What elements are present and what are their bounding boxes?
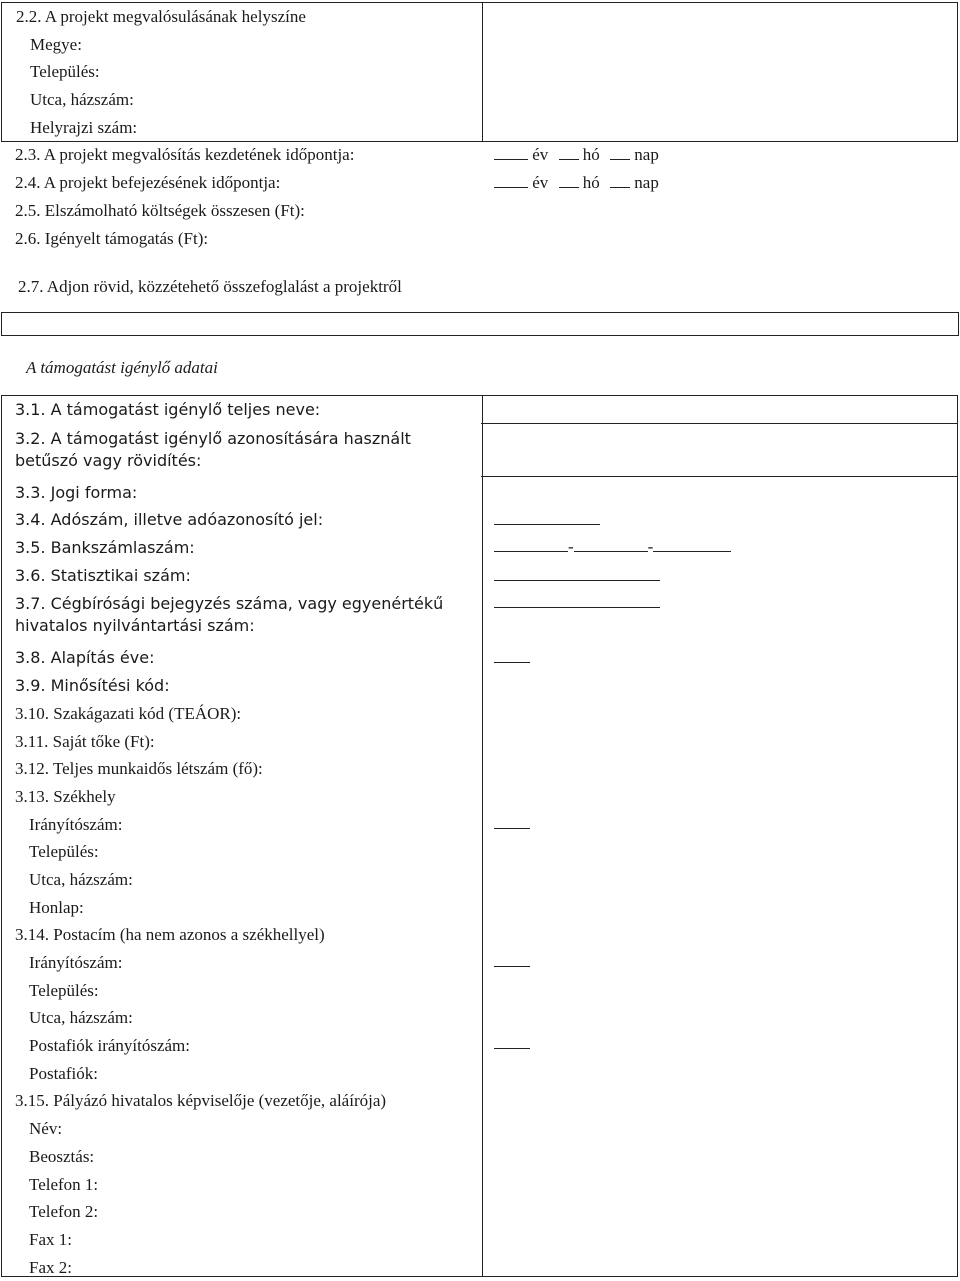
seat-website-label: Honlap: <box>29 897 84 917</box>
eligible-costs-label: 2.5. Elszámolható költségek összesen (Ft): <box>15 201 305 220</box>
postal-heading: 3.14. Postacím (ha nem azonos a székhellyel) <box>15 925 325 945</box>
staff-count-label: 3.12. Teljes munkaidős létszám (fő): <box>15 759 263 779</box>
postal-zip-label: Irányítószám: <box>29 953 123 972</box>
sector-code-label: 3.10. Szakágazati kód (TEÁOR): <box>15 703 242 723</box>
rep-phone2-label: Telefon 2: <box>29 1202 99 1222</box>
rep-position-label: Beosztás: <box>29 1146 95 1166</box>
tax-id-label: 3.4. Adószám, illetve adóazonosító jel: <box>15 510 324 530</box>
bank-part1-blank[interactable] <box>494 535 568 552</box>
abbreviation-label: 3.2. A támogatást igénylő azonosítására használt betűszó vagy rövidítés: <box>15 428 411 470</box>
project-location-labels <box>2 3 483 142</box>
start-date-fields[interactable] <box>494 141 659 169</box>
end-year-blank[interactable] <box>494 171 528 188</box>
rep-phone1-label: Telefon 1: <box>29 1174 99 1194</box>
project-location-value-box[interactable] <box>481 2 958 142</box>
month-text: hó <box>582 145 600 164</box>
bank-separator-1: - <box>568 537 574 556</box>
rep-fax2-label: Fax 2: <box>29 1257 72 1277</box>
pobox-zip-label: Postafiók irányítószám: <box>29 1036 191 1056</box>
end-date-label: 2.4. A projekt befejezésének időpontja: <box>15 173 281 192</box>
abbreviation-value[interactable] <box>482 423 956 475</box>
registry-number-blank[interactable] <box>494 591 660 608</box>
postal-street-label: Utca, házszám: <box>29 1008 133 1028</box>
start-day-blank[interactable] <box>610 143 630 160</box>
representative-heading: 3.15. Pályázó hivatalos képviselője (vezetője, aláírója) <box>15 1091 387 1111</box>
bank-part3-blank[interactable] <box>653 535 731 552</box>
year-text: év <box>532 173 549 192</box>
month-text: hó <box>582 173 600 192</box>
summary-input-box[interactable] <box>1 312 959 336</box>
county-label: Megye: <box>30 34 82 54</box>
summary-label: 2.7. Adjon rövid, közzétehető összefoglalást a projektről <box>18 277 402 296</box>
rep-name-label: Név: <box>29 1119 63 1139</box>
day-text: nap <box>634 173 659 192</box>
bank-account-fields[interactable] <box>494 535 731 557</box>
seat-zip-label: Irányítószám: <box>29 814 123 834</box>
seat-street-label: Utca, házszám: <box>29 869 133 889</box>
end-month-blank[interactable] <box>559 171 579 188</box>
project-location-table <box>1 2 483 142</box>
requested-grant-label: 2.6. Igényelt támogatás (Ft): <box>15 229 209 248</box>
seat-heading: 3.13. Székhely <box>15 786 116 806</box>
day-text: nap <box>634 145 659 164</box>
year-text: év <box>532 145 549 164</box>
applicant-value-column <box>481 395 958 1277</box>
start-month-blank[interactable] <box>559 143 579 160</box>
registry-number-label: 3.7. Cégbírósági bejegyzés száma, vagy egyenértékű hivatalos nyilvántartási szám: <box>15 594 444 636</box>
bank-part2-blank[interactable] <box>574 535 648 552</box>
pobox-zip-blank[interactable] <box>494 1032 530 1049</box>
bank-separator-2: - <box>647 537 654 556</box>
founding-year-blank[interactable] <box>494 646 530 663</box>
applicant-section-title: A támogatást igénylő adatai <box>26 358 218 377</box>
legal-form-label: 3.3. Jogi forma: <box>15 482 138 502</box>
seat-zip-blank[interactable] <box>494 812 530 829</box>
tax-id-blank[interactable] <box>494 508 600 525</box>
settlement-label: Település: <box>30 62 100 82</box>
full-name-label: 3.1. A támogatást igénylő teljes neve: <box>15 400 321 419</box>
equity-label: 3.11. Saját tőke (Ft): <box>15 731 155 751</box>
postal-city-label: Település: <box>29 980 99 1000</box>
statistical-number-blank[interactable] <box>494 564 660 581</box>
location-heading: 2.2. A projekt megvalósulásának helyszíne <box>16 7 306 26</box>
start-date-label: 2.3. A projekt megvalósítás kezdetének időpontja: <box>15 145 355 164</box>
end-date-fields[interactable] <box>494 169 659 197</box>
seat-city-label: Település: <box>29 842 99 862</box>
rep-fax1-label: Fax 1: <box>29 1229 72 1249</box>
statistical-number-label: 3.6. Statisztikai szám: <box>15 565 191 585</box>
end-day-blank[interactable] <box>610 171 630 188</box>
street-label: Utca, házszám: <box>30 90 134 110</box>
postal-zip-blank[interactable] <box>494 950 530 967</box>
full-name-value[interactable] <box>482 396 956 423</box>
founding-year-label: 3.8. Alapítás éve: <box>15 648 155 668</box>
applicant-table <box>1 395 483 1277</box>
qualification-code-label: 3.9. Minősítési kód: <box>15 676 170 696</box>
bank-account-label: 3.5. Bankszámlaszám: <box>15 538 195 558</box>
pobox-label: Postafiók: <box>29 1063 98 1083</box>
start-year-blank[interactable] <box>494 143 528 160</box>
lot-number-label: Helyrajzi szám: <box>30 117 138 137</box>
